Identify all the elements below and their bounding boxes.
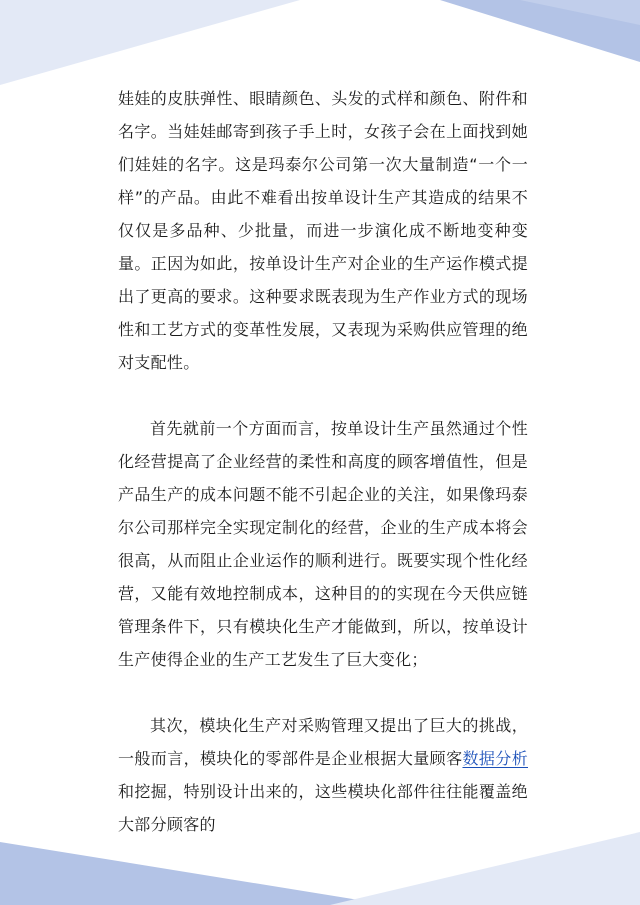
paragraph-2: 首先就前一个方面而言，按单设计生产虽然通过个性化经营提高了企业经营的柔性和高度的顾客增值性，但是产品生产的成本问题不能不引起企业的关注，如果像玛泰尔公司那样完全实现定制化的经营，企业的生产成本将会很高，从而阻止企业运作的顺利进行。既要实现个性化经营，又能有效地控制成本，这种目的的实现在今天供应链管理条件下，只有模块化生产才能做到，所以，按单设计生产使得企业的生产工艺发生了巨大变化； bbox=[118, 419, 528, 669]
paragraph-3-text-after: 和挖掘，特别设计出来的，这些模块化部件往往能覆盖绝大部分顾客的 bbox=[118, 782, 528, 834]
paragraph-1: 娃娃的皮肤弹性、眼睛颜色、头发的式样和颜色、附件和名字。当娃娃邮寄到孩子手上时，女孩子会在上面找到她们娃娃的名字。这是玛泰尔公司第一次大量制造“一个一样”的产品。由此不难看出按单设计生产其造成的结果不仅仅是多品种、少批量，而进一步演化成不断地变种变量。正因为如此，按单设计生产对企业的生产运作模式提出了更高的要求。这种要求既表现为生产作业方式的现场性和工艺方式的变革性发展，又表现为采购供应管理的绝对支配性。 bbox=[118, 89, 528, 372]
data-analysis-link[interactable]: 数据分析 bbox=[462, 749, 528, 768]
document-body bbox=[118, 82, 528, 874]
paragraph-3-text-before: 其次，模块化生产对采购管理又提出了巨大的挑战，一般而言，模块化的零部件是企业根据大量顾客 bbox=[118, 716, 528, 768]
paragraph-3 bbox=[118, 709, 528, 841]
top-left-light-shape bbox=[0, 0, 300, 85]
